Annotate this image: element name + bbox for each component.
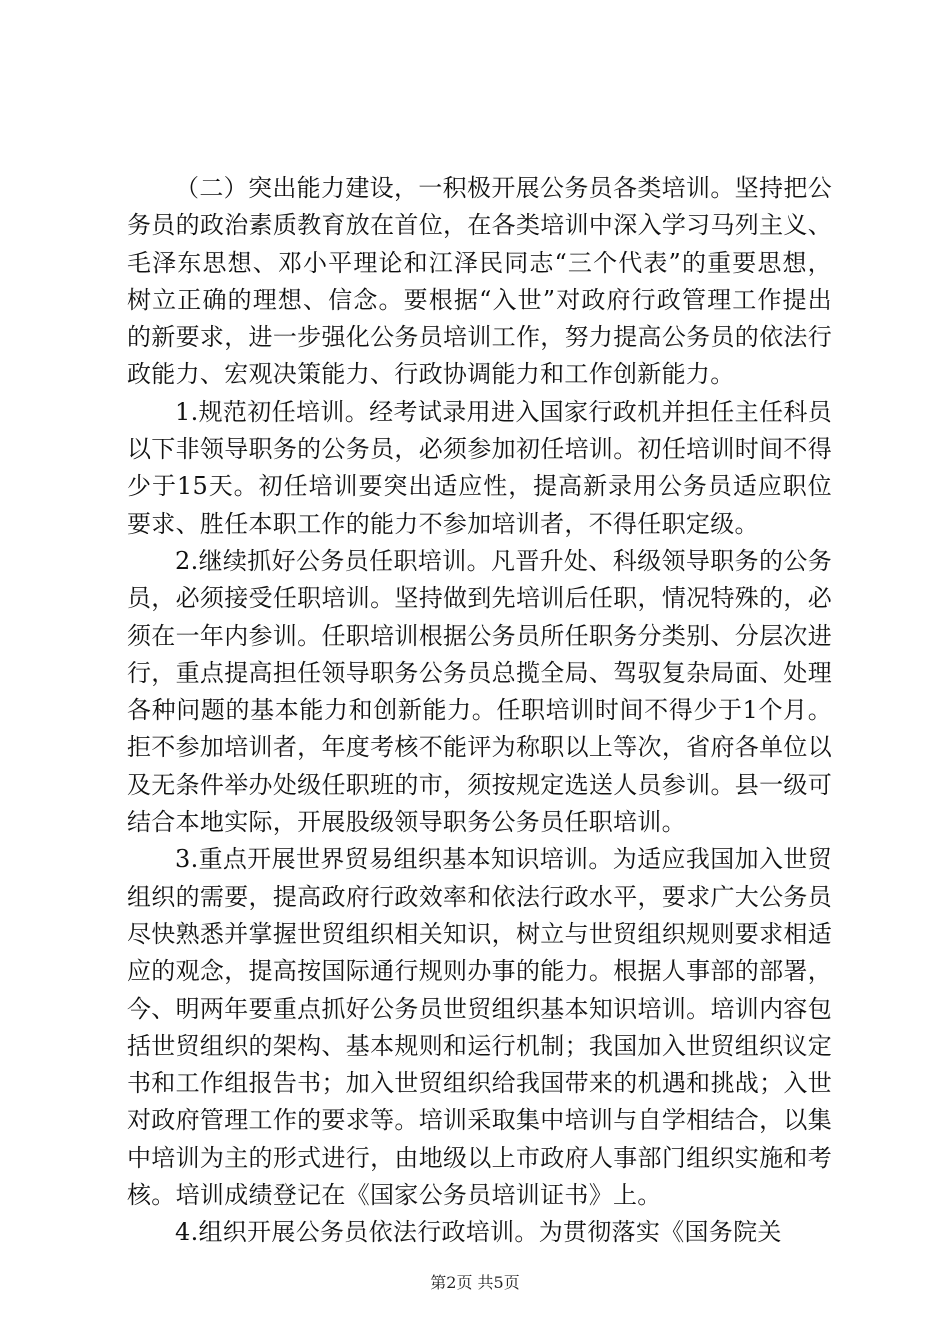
page-footer bbox=[0, 1270, 950, 1293]
page-number-label: 第2页 共5页 bbox=[430, 1273, 520, 1292]
paragraph-item-4: 4.组织开展公务员依法行政培训。为贯彻落实《国务院关 bbox=[175, 1218, 782, 1247]
document-body bbox=[127, 170, 832, 1252]
paragraph-item-1: 1.规范初任培训。经考试录用进入国家行政机并担任主任科员以下非领导职务的公务员，必须参加初任培训。初任培训时间不得少于15天。初任培训要突出适应性，提高新录用公务员适应职位要求、胜任本职工作的能力不参加培训者，不得任职定级。 bbox=[127, 397, 832, 538]
paragraph-item-3: 3.重点开展世界贸易组织基本知识培训。为适应我国加入世贸组织的需要，提高政府行政效率和依法行政水平，要求广大公务员尽快熟悉并掌握世贸组织相关知识，树立与世贸组织规则要求相适应的观念，提高按国际通行规则办事的能力。根据人事部的部署，今、明两年要重点抓好公务员世贸组织基本知识培训。培训内容包括世贸组织的架构、基本规则和运行机制；我国加入世贸组织议定书和工作组报告书；加入世贸组织给我国带来的机遇和挑战；入世对政府管理工作的要求等。培训采取集中培训与自学相结合，以集中培训为主的形式进行，由地级以上市政府人事部门组织实施和考核。培训成绩登记在《国家公务员培训证书》上。 bbox=[127, 845, 832, 1210]
paragraph-section-two: （二）突出能力建设，一积极开展公务员各类培训。坚持把公务员的政治素质教育放在首位，在各类培训中深入学习马列主义、毛泽东思想、邓小平理论和江泽民同志“三个代表”的重要思想，树立正确的理想、信念。要根据“入世”对政府行政管理工作提出的新要求，进一步强化公务员培训工作，努力提高公务员的依法行政能力、宏观决策能力、行政协调能力和工作创新能力。 bbox=[127, 174, 832, 389]
paragraph-item-2: 2.继续抓好公务员任职培训。凡晋升处、科级领导职务的公务员，必须接受任职培训。坚持做到先培训后任职，情况特殊的，必须在一年内参训。任职培训根据公务员所任职务分类别、分层次进行，重点提高担任领导职务公务员总揽全局、驾驭复杂局面、处理各种问题的基本能力和创新能力。任职培训时间不得少于1个月。拒不参加培训者，年度考核不能评为称职以上等次，省府各单位以及无条件举办处级任职班的市，须按规定选送人员参训。县一级可结合本地实际，开展股级领导职务公务员任职培训。 bbox=[127, 546, 832, 837]
